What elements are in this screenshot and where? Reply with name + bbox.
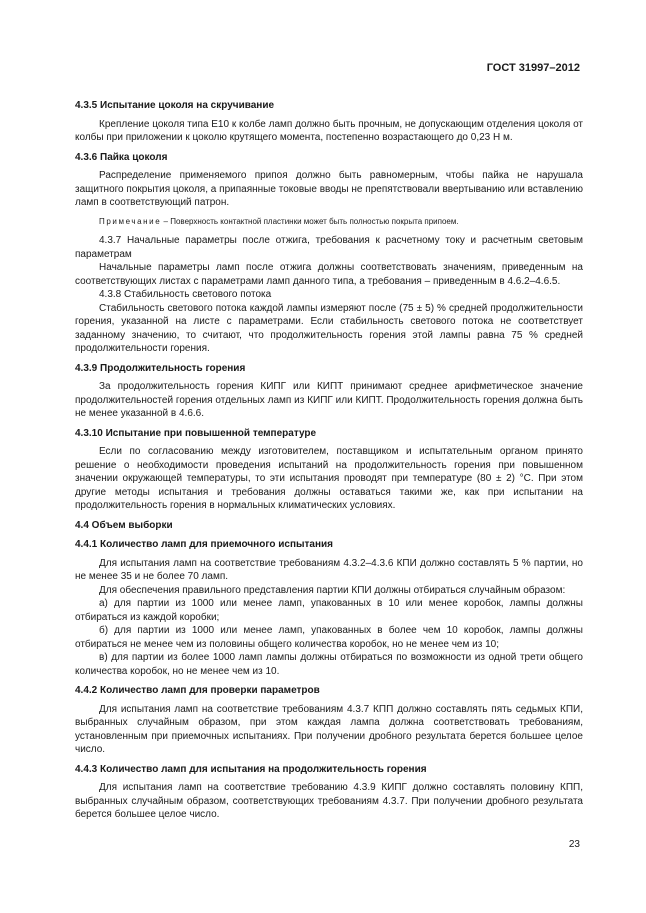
paragraph: 4.3.8 Стабильность светового потока <box>99 289 272 300</box>
list-item: а) для партии из 1000 или менее ламп, упакованных в 10 или менее коробок, лампы должны отбираться из каждой коробки; <box>75 598 583 623</box>
section-heading: 4.3.10 Испытание при повышенной температуре <box>75 427 317 439</box>
section-heading: 4.4.1 Количество ламп для приемочного испытания <box>75 539 334 550</box>
section-heading: 4.4 Объем выборки <box>75 519 173 531</box>
paragraph: За продолжительность горения КИПГ или КИПТ принимают среднее арифметическое значение продолжительностей горения отдельных ламп из КИПГ или КИПТ. Продолжительность горения должна быть не менее указанной в 4.6.6. <box>75 381 583 419</box>
paragraph: Стабильность светового потока каждой лампы измеряют после (75 ± 5) % средней продолжительности горения, указанной на листе с параметрами. Если стабильность светового потока не соответствует заданному значению, то считают, что продолжительность горения этой лампы равна 75 % средней продолжительности горения. <box>75 302 583 354</box>
document-body <box>75 93 583 827</box>
note-label: Примечание <box>99 216 162 226</box>
note <box>75 215 583 229</box>
paragraph: Для обеспечения правильного представления партии КПИ должны отбираться случайным образом: <box>99 584 566 596</box>
list-item: в) для партии из более 1000 ламп лампы должны отбираться по возможности из одной трети общего количества коробок, но не менее чем из 10. <box>75 652 583 677</box>
page-number: 23 <box>568 839 580 850</box>
paragraph: Начальные параметры ламп после отжига должны соответствовать значениям, приведенным на соответствующих листах с параметрами ламп данного типа, а требования – приведенным в 4.6.2–4.6.5. <box>75 262 583 287</box>
section-heading: 4.3.9 Продолжительность горения <box>75 362 246 374</box>
note-text: – Поверхность контактной пластинки может быть полностью покрыта припоем. <box>161 216 459 226</box>
section-heading: 4.3.5 Испытание цоколя на скручивание <box>75 100 275 111</box>
paragraph: Для испытания ламп на соответствие требованию 4.3.9 КИПГ должно составлять половину КПП, выбранных случайным образом, соответствующих требованиям 4.3.7. При получении дробного результата берется большее целое число. <box>75 782 583 820</box>
paragraph: Для испытания ламп на соответствие требованиям 4.3.7 КПП должно составлять пять седьмых КПИ, выбранных случайным образом, при этом каждая лампа должна соответствовать требованиям, установленным при приемочных испытаниях. При получении дробного результата берется большее целое число. <box>75 703 583 755</box>
document-id: ГОСТ 31997–2012 <box>486 62 580 74</box>
list-item: б) для партии из 1000 или менее ламп, упакованных в более чем 10 коробок, лампы должны отбираться не менее чем из половины общего количества коробок, но не менее чем из 10; <box>75 625 583 650</box>
section-heading: 4.3.6 Пайка цоколя <box>75 151 168 163</box>
paragraph: 4.3.7 Начальные параметры после отжига, требования к расчетному току и расчетным световым параметрам <box>75 235 583 260</box>
paragraph: Крепление цоколя типа E10 к колбе ламп должно быть прочным, не допускающим отделения цоколя от колбы при приложении к цоколю крутящего момента, постепенно возрастающего до 0,23 Н м. <box>75 118 583 143</box>
paragraph: Распределение применяемого припоя должно быть равномерным, чтобы пайка не нарушала защитного покрытия цоколя, а припаянные токовые вводы не препятствовали ввертыванию или вставлению ламп в соответствующий патрон. <box>75 170 583 208</box>
paragraph: Если по согласованию между изготовителем, поставщиком и испытательным органом принято решение о необходимости проведения испытаний на продолжительность горения при повышенном значении окружающей температуры, то эти испытания проводят при температуре (80 ± 2) °C. При этом другие методы испытания и требования должны оставаться такими же, как при испытании на продолжительность горения в нормальных климатических условиях. <box>75 446 583 511</box>
section-heading: 4.4.3 Количество ламп для испытания на продолжительность горения <box>75 763 427 775</box>
section-heading: 4.4.2 Количество ламп для проверки параметров <box>75 685 320 696</box>
paragraph: Для испытания ламп на соответствие требованиям 4.3.2–4.3.6 КПИ должно составлять 5 % партии, но не менее 35 и не более 70 ламп. <box>75 557 583 582</box>
